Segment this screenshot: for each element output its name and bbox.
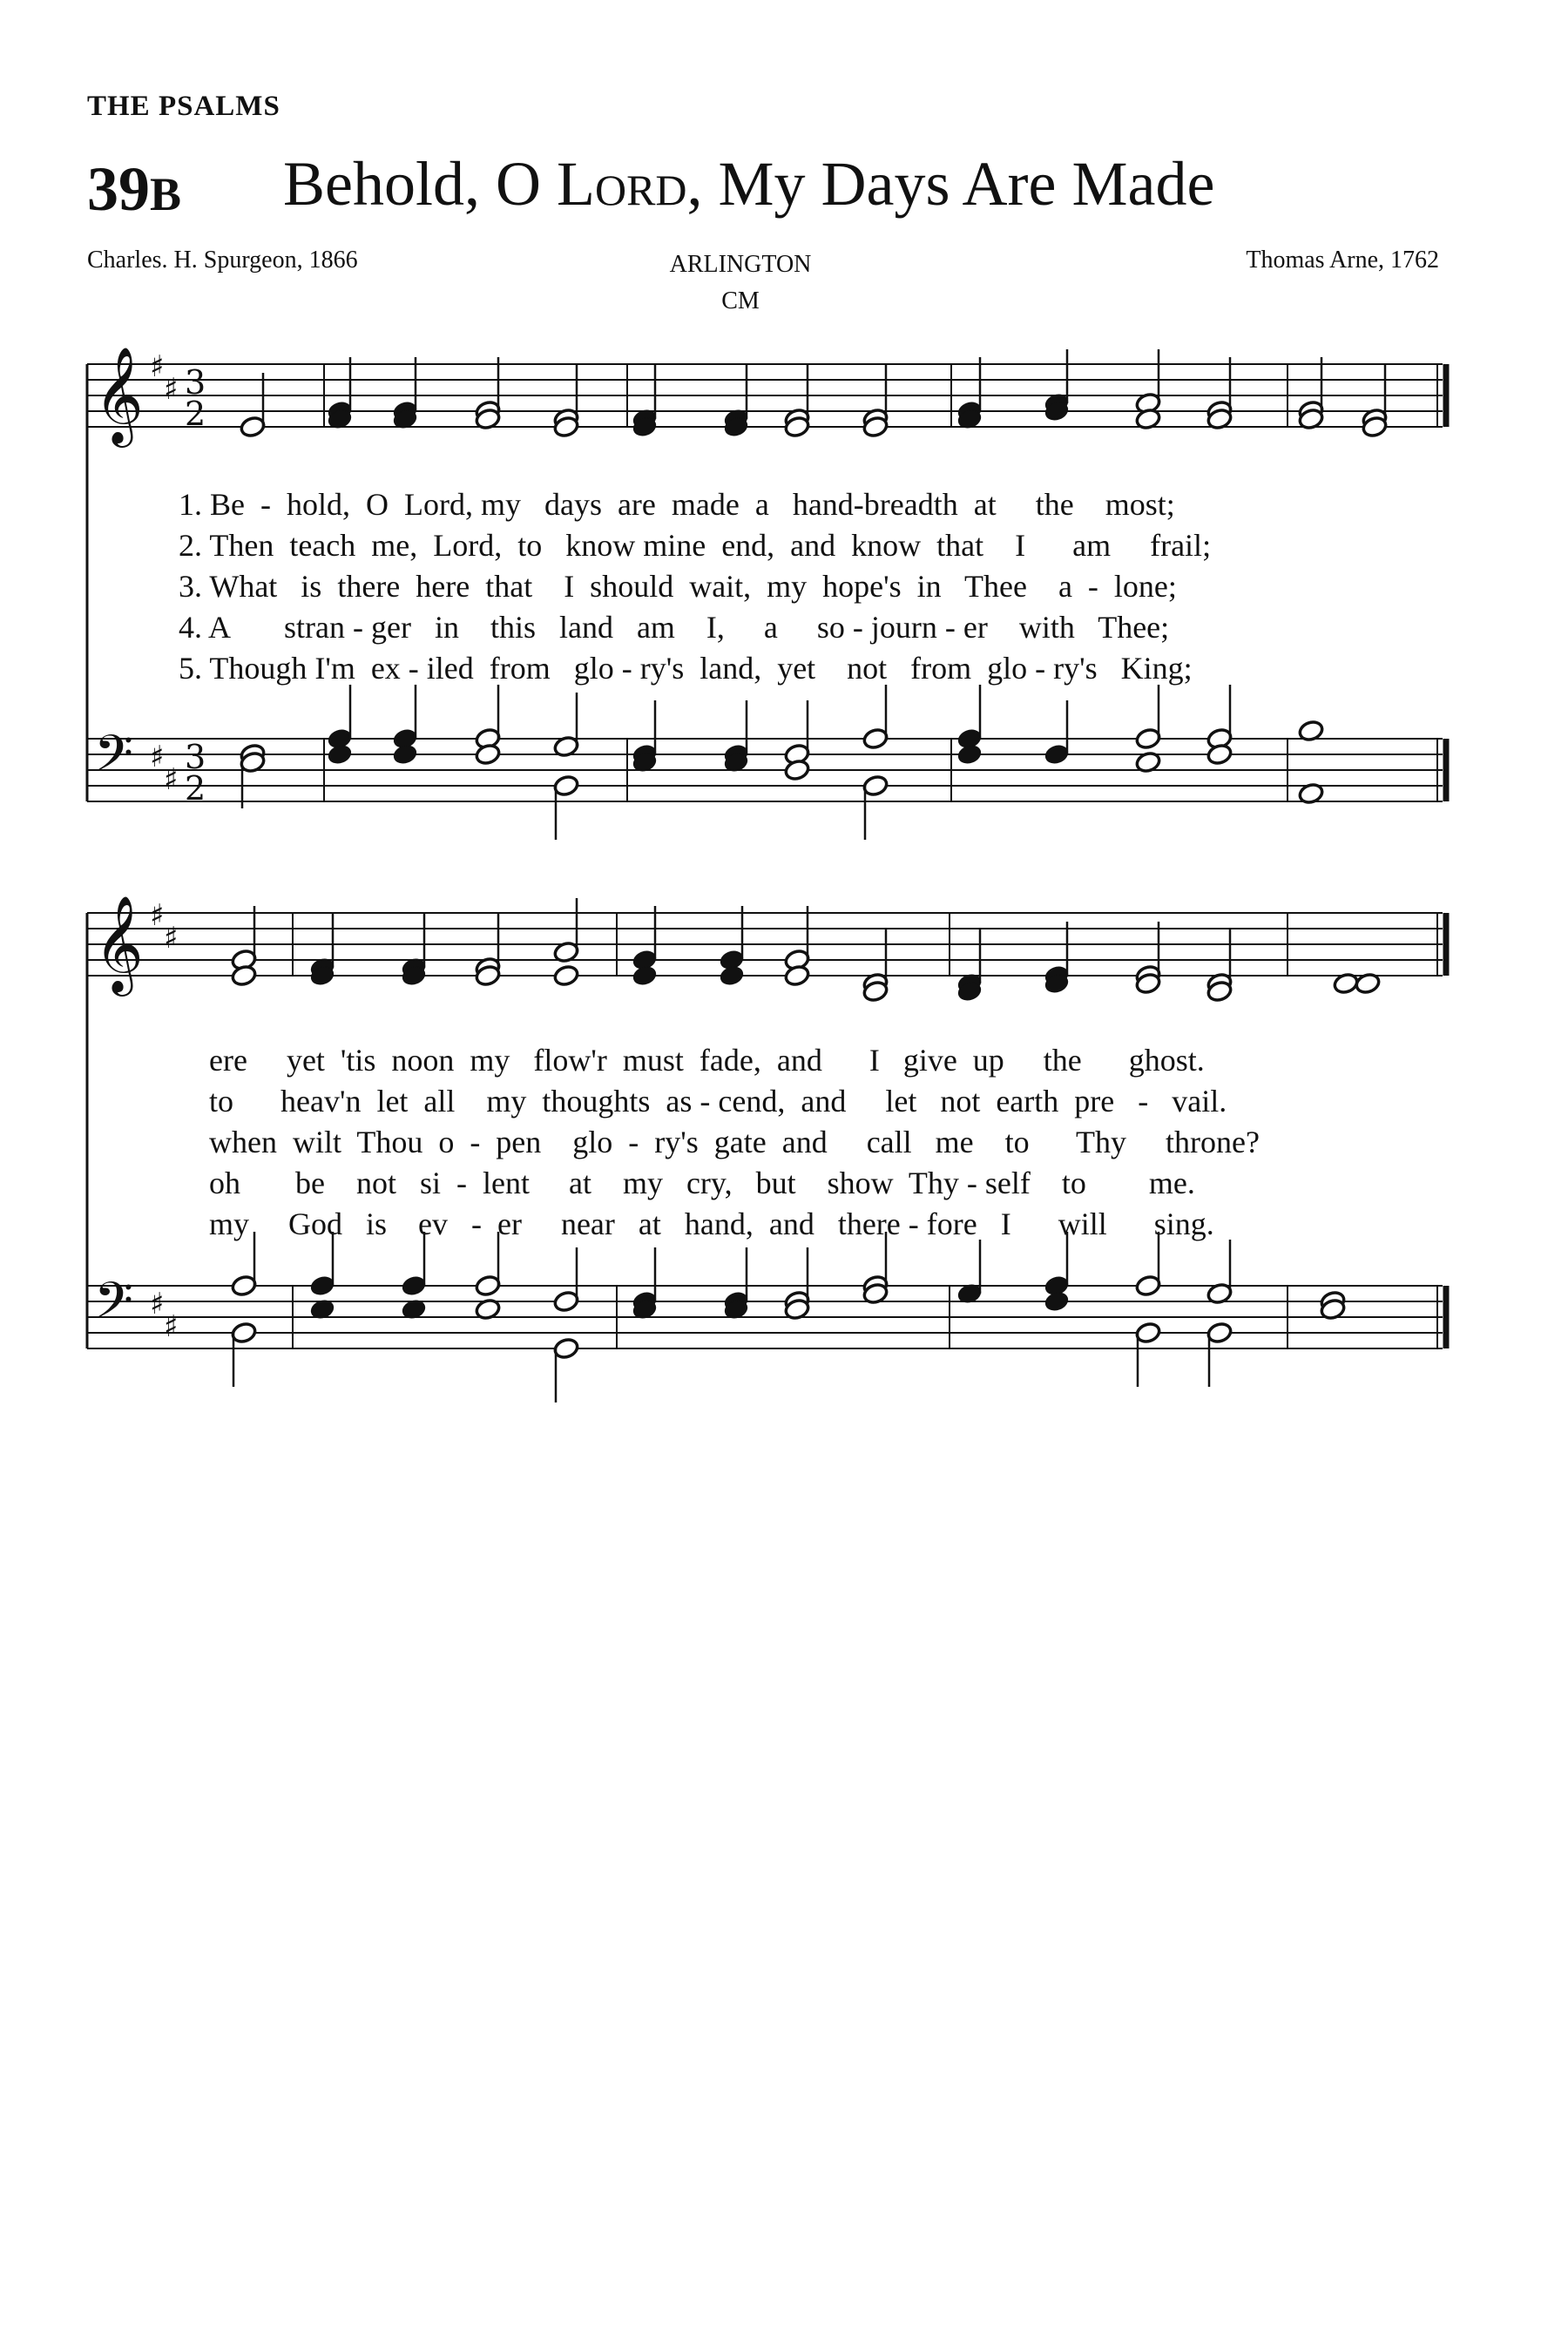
sharp-icon: ♯ bbox=[164, 1309, 179, 1344]
bass-clef-icon: 𝄢 bbox=[94, 724, 134, 795]
notehead bbox=[632, 964, 659, 988]
notehead bbox=[719, 964, 746, 988]
verse-5-line: my God is ev - er near at hand, and there - fore I will sing. bbox=[209, 1206, 1214, 1241]
notehead bbox=[392, 743, 419, 767]
verse-3-line: 3. What is there here that I should wait, my hope's in Thee a - lone; bbox=[179, 569, 1177, 604]
system-1-lyrics bbox=[179, 484, 1211, 689]
verse-4-line: 4. A stran - ger in this land am I, a so - journ - er with Thee; bbox=[179, 610, 1170, 645]
hymn-number-suffix: B bbox=[150, 168, 182, 220]
text-author: Charles. H. Spurgeon, 1866 bbox=[87, 247, 358, 274]
verse-1-line: 1. Be - hold, O Lord, my days are made a hand-breadth at the most; bbox=[179, 487, 1175, 522]
bass-clef-icon: 𝄢 bbox=[94, 1271, 134, 1342]
section-heading: THE PSALMS bbox=[87, 91, 280, 122]
hymn-number-digits: 39 bbox=[87, 154, 150, 224]
treble-clef-icon: 𝄞 bbox=[94, 895, 144, 992]
treble-clef-icon: 𝄞 bbox=[94, 346, 144, 443]
system-2-lyrics bbox=[209, 1040, 1260, 1245]
meter: CM bbox=[721, 287, 760, 314]
composer: Thomas Arne, 1762 bbox=[1246, 247, 1439, 274]
time-sig-denominator: 2 bbox=[185, 395, 206, 433]
verse-5-line: 5. Though I'm ex - iled from glo - ry's land, yet not from glo - ry's King; bbox=[179, 651, 1193, 686]
verse-2-line: 2. Then teach me, Lord, to know mine end, and know that I am frail; bbox=[179, 528, 1212, 563]
notehead bbox=[553, 964, 580, 988]
title-lord: Lord bbox=[556, 149, 687, 219]
verse-2-line: to heav'n let all my thoughts as - cend, and let not earth pre - vail. bbox=[209, 1084, 1227, 1119]
sharp-icon: ♯ bbox=[150, 898, 165, 933]
sharp-icon: ♯ bbox=[164, 372, 179, 407]
time-sig-denominator: 2 bbox=[185, 769, 206, 808]
verse-4-line: oh be not si - lent at my cry, but show Thy - self to me. bbox=[209, 1166, 1195, 1200]
sharp-icon: ♯ bbox=[150, 349, 165, 384]
bass-staff bbox=[87, 724, 1446, 808]
sharp-icon: ♯ bbox=[150, 740, 165, 774]
time-sig-numerator: 3 bbox=[185, 738, 206, 776]
bass-staff bbox=[87, 1271, 1446, 1348]
sharp-icon: ♯ bbox=[150, 1287, 165, 1321]
tune-name: ARLINGTON bbox=[669, 251, 812, 278]
sharp-icon: ♯ bbox=[164, 762, 179, 797]
title-part-1: Behold, O bbox=[283, 149, 557, 219]
time-sig-numerator: 3 bbox=[185, 363, 206, 402]
verse-3-line: when wilt Thou o - pen glo - ry's gate and call me to Thy throne? bbox=[209, 1125, 1260, 1159]
sharp-icon: ♯ bbox=[164, 921, 179, 956]
music-system-1 bbox=[0, 0, 1568, 871]
notehead bbox=[1044, 1290, 1071, 1314]
notehead bbox=[327, 743, 354, 767]
notehead bbox=[956, 743, 983, 767]
title-part-2: , My Days Are Made bbox=[686, 149, 1215, 219]
verse-1-line: ere yet 'tis noon my flow'r must fade, and I give up the ghost. bbox=[209, 1043, 1205, 1078]
